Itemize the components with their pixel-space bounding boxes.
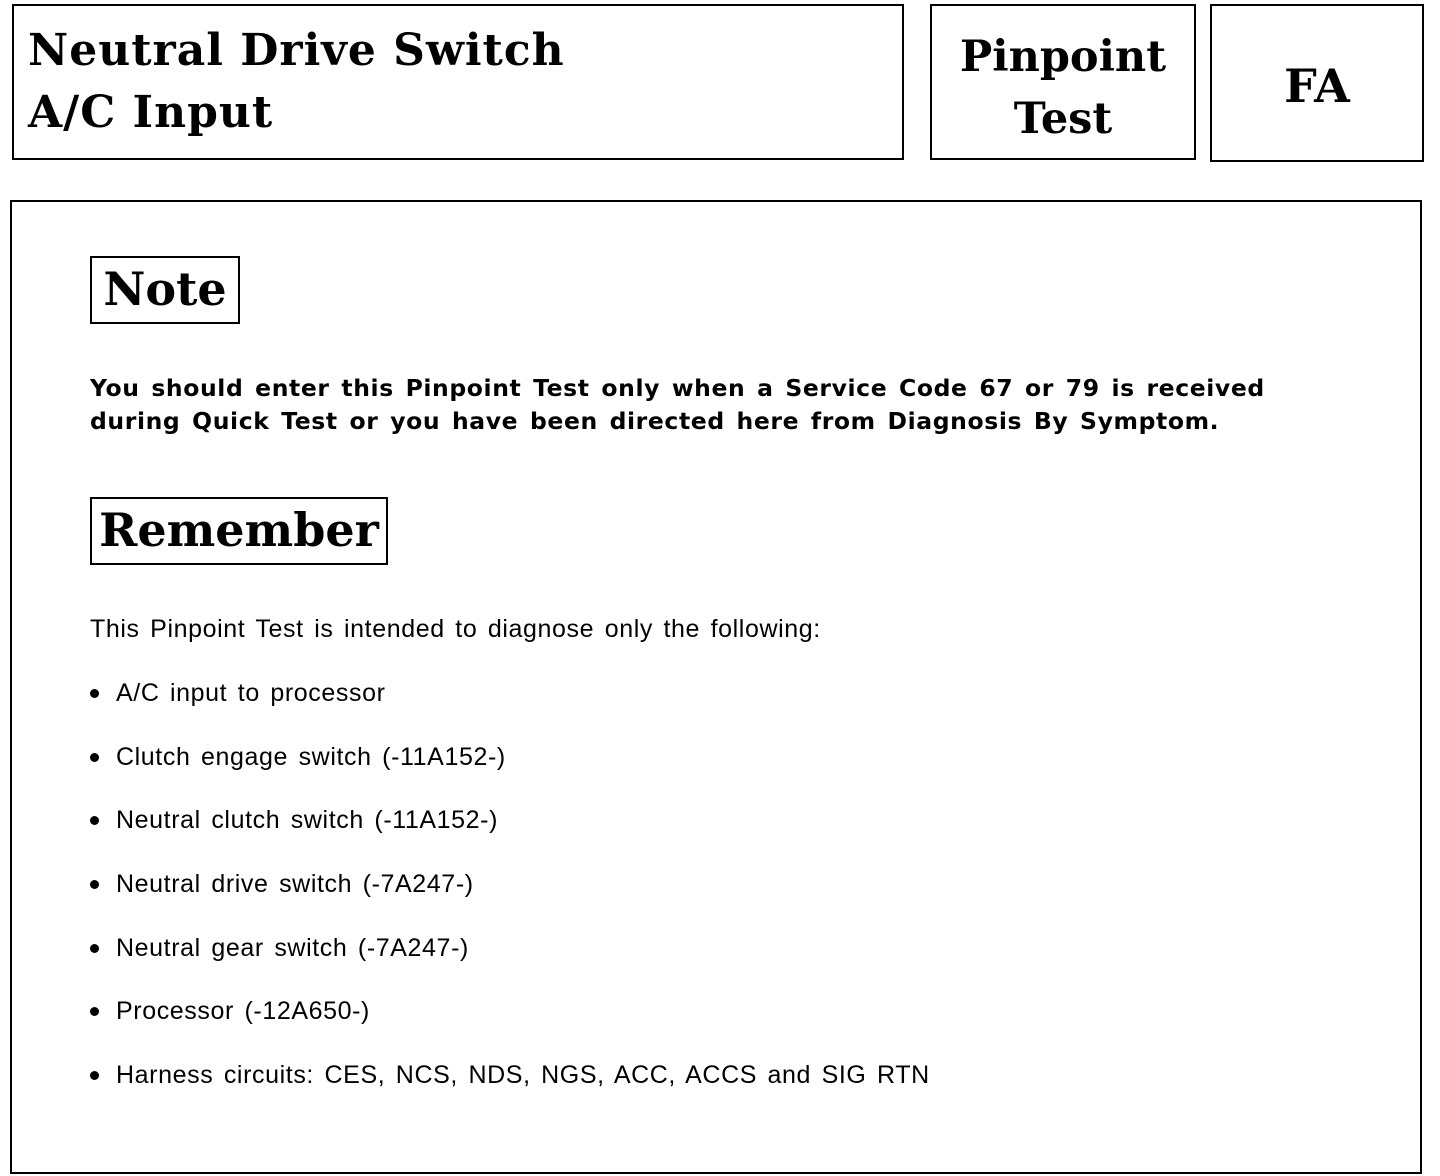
list-item [90, 803, 930, 867]
note-text: You should enter this Pinpoint Test only when a Service Code 67 or 79 is received during Quick Test or you have been directed here from Diagnosis By Symptom. [90, 374, 1265, 435]
bullet-icon [90, 816, 99, 825]
test-type-line-2: Test [1013, 94, 1113, 144]
list-item-text: Neutral drive switch (-7A247-) [116, 870, 474, 899]
list-item-text: A/C input to processor [116, 679, 386, 707]
bullet-icon [90, 1071, 99, 1080]
bullet-icon [90, 880, 99, 889]
list-item-text: Neutral gear switch (-7A247-) [116, 933, 469, 962]
list-item [90, 994, 930, 1058]
bullet-icon [90, 1007, 99, 1016]
list-item [90, 676, 930, 740]
list-item [90, 1058, 930, 1122]
list-item-text: Neutral clutch switch (-11A152-) [116, 806, 499, 835]
remember-intro: This Pinpoint Test is intended to diagnose only the following: [90, 615, 821, 643]
list-item-text: Clutch engage switch (-11A152-) [116, 742, 506, 771]
test-type-box [930, 4, 1196, 160]
test-title-line-1: Neutral Drive Switch [28, 25, 565, 76]
list-item [90, 740, 930, 804]
remember-heading: Remember [90, 497, 388, 565]
bullet-icon [90, 689, 99, 698]
list-item-text: Harness circuits: CES, NCS, NDS, NGS, ACC, ACCS and SIG RTN [116, 1061, 930, 1090]
test-type-line-1: Pinpoint [959, 32, 1167, 82]
test-title-box [12, 4, 904, 160]
list-item-text: Processor (-12A650-) [116, 997, 370, 1026]
content-panel [10, 200, 1422, 1174]
diagnosis-scope-list [90, 676, 930, 1122]
list-item [90, 867, 930, 931]
test-title-line-2: A/C Input [28, 87, 274, 138]
list-item [90, 931, 930, 995]
note-heading: Note [90, 256, 240, 324]
bullet-icon [90, 944, 99, 953]
bullet-icon [90, 753, 99, 762]
test-code-box [1210, 4, 1424, 162]
test-code: FA [1284, 59, 1350, 113]
